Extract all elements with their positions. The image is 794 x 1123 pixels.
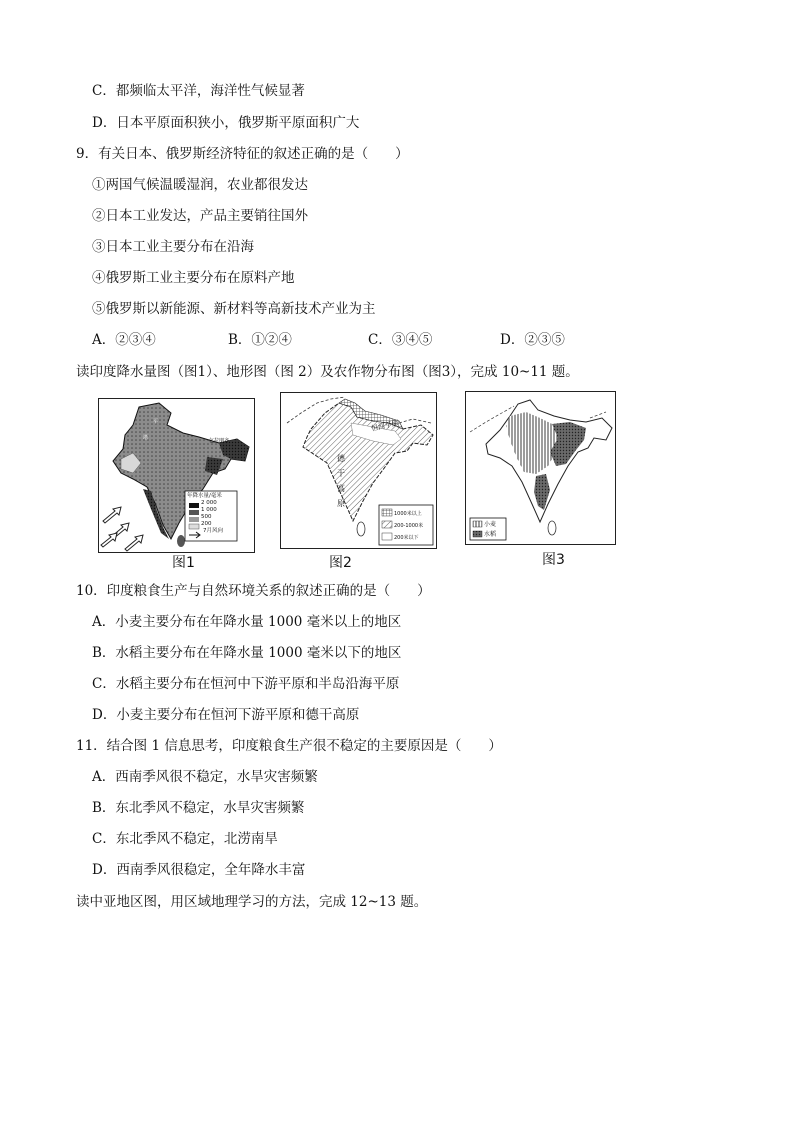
q9-statement-4: ④俄罗斯工业主要分布在原料产地 xyxy=(92,270,295,286)
figure-3-crop-map xyxy=(465,391,616,545)
q9-stem: 9．有关日本、俄罗斯经济特征的叙述正确的是（ ） xyxy=(76,146,409,162)
q9-option-b: B．①②④ xyxy=(228,332,292,348)
fig2-legend-item: 200米以下 xyxy=(394,535,419,541)
q10-stem: 10．印度粮食生产与自然环境关系的叙述正确的是（ ） xyxy=(76,583,431,599)
fig2-label-char: 原 xyxy=(337,499,345,508)
fig1-legend xyxy=(187,493,223,535)
q9-options xyxy=(92,331,692,349)
fig2-label-char: 德 xyxy=(337,454,345,463)
q10-option-a: A．小麦主要分布在年降水量 1000 毫米以上的地区 xyxy=(92,614,402,630)
q8-option-c: C．都频临太平洋，海洋性气候显著 xyxy=(92,83,305,99)
q11-option-d: D．西南季风很稳定，全年降水丰富 xyxy=(92,862,306,878)
q9-statement-2: ②日本工业发达，产品主要销往国外 xyxy=(92,208,308,224)
figure-2-terrain-map xyxy=(280,392,437,549)
figure-1-rainfall-map xyxy=(98,398,255,553)
fig2-legend-item: 200-1000米 xyxy=(394,523,424,529)
fig1-legend-item: 200 xyxy=(201,521,212,527)
q8-option-d: D．日本平原面积狭小，俄罗斯平原面积广大 xyxy=(92,115,360,131)
q9-statement-3: ③日本工业主要分布在沿海 xyxy=(92,239,254,255)
fig3-legend-wheat: 小麦 xyxy=(484,521,497,528)
q9-option-c: C．③④⑤ xyxy=(368,332,433,348)
fig2-label-deccan xyxy=(337,451,347,511)
svg-text:塔: 塔 xyxy=(143,435,149,441)
figure-2-caption: 图2 xyxy=(329,555,352,571)
figure-3-caption: 图3 xyxy=(542,552,565,568)
intro-12-13: 读中亚地区图，用区域地理学习的方法，完成 12~13 题。 xyxy=(76,894,428,910)
q9-option-d: D．②③⑤ xyxy=(500,332,565,348)
fig2-label-char: 干 xyxy=(337,469,345,478)
fig2-label-ganges-plain: 恒河平原 xyxy=(370,419,400,433)
fig1-legend-item: 2 000 xyxy=(201,500,217,506)
fig2-legend-item: 1000米以上 xyxy=(394,511,422,517)
fig1-legend-item: 500 xyxy=(201,514,212,520)
fig2-legend xyxy=(394,508,423,544)
q9-statement-5: ⑤俄罗斯以新能源、新材料等高新技术产业为主 xyxy=(92,301,376,317)
figure-1-caption: 图1 xyxy=(172,555,195,571)
fig1-legend-wind: 7月风向 xyxy=(203,528,223,534)
q10-option-b: B．水稻主要分布在年降水量 1000 毫米以下的地区 xyxy=(92,645,402,661)
fig1-legend-title: 年降水量/毫米 xyxy=(187,493,222,499)
fig3-legend xyxy=(484,520,496,540)
q11-stem: 11．结合图 1 信息思考，印度粮食生产很不稳定的主要原因是（ ） xyxy=(76,738,502,754)
fig3-legend-rice: 水稻 xyxy=(484,531,497,538)
intro-10-11: 读印度降水量图（图1）、地形图（图 2）及农作物分布图（图3），完成 10~11 题。 xyxy=(76,364,579,380)
q11-option-b: B．东北季风不稳定，水旱灾害频繁 xyxy=(92,800,305,816)
fig2-label-char: 高 xyxy=(337,484,345,493)
q10-option-d: D．小麦主要分布在恒河下游平原和德干高原 xyxy=(92,707,360,723)
q10-option-c: C．水稻主要分布在恒河中下游平原和半岛沿海平原 xyxy=(92,676,400,692)
svg-text:乞拉朋齐: 乞拉朋齐 xyxy=(209,438,230,444)
fig1-legend-item: 1 000 xyxy=(201,507,217,513)
q9-statement-1: ①两国气候温暖湿润，农业都很发达 xyxy=(92,177,308,193)
q9-option-a: A．②③④ xyxy=(92,332,156,348)
q11-option-a: A．西南季风很不稳定，水旱灾害频繁 xyxy=(92,769,318,785)
svg-text:平: 平 xyxy=(153,419,159,425)
q11-option-c: C．东北季风不稳定，北涝南旱 xyxy=(92,831,278,847)
